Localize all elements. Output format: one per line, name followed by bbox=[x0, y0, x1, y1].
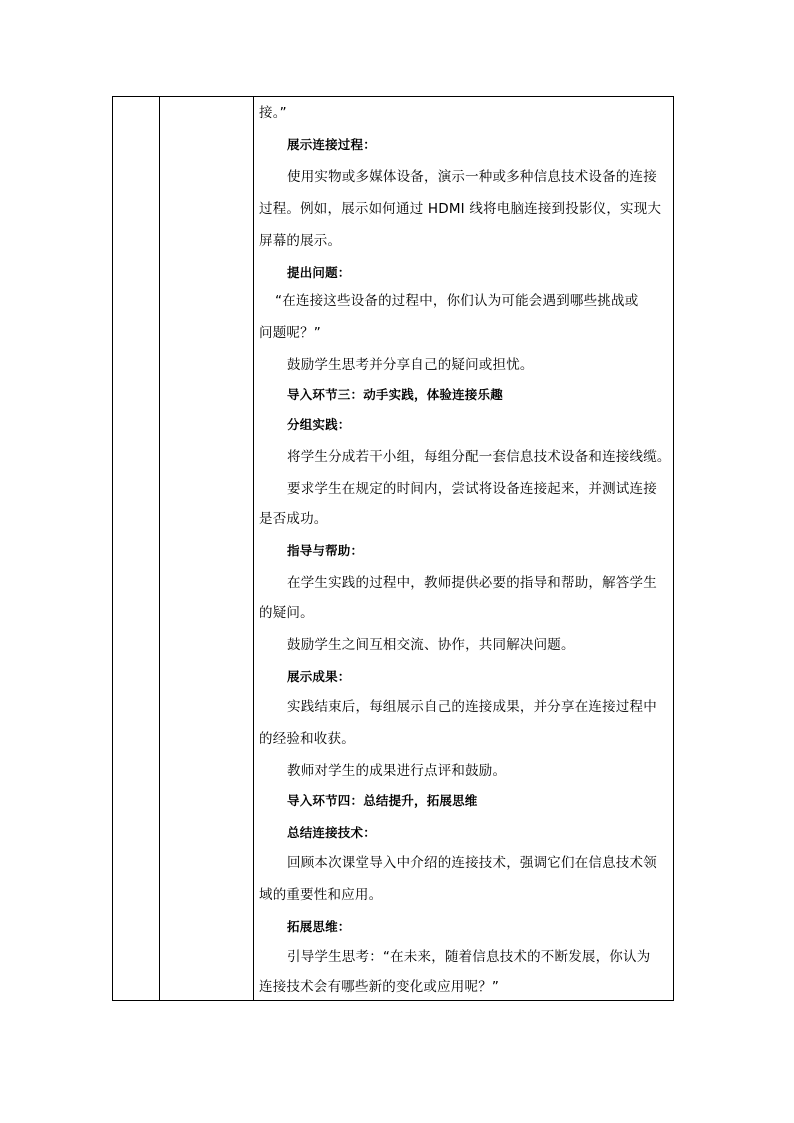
section-heading: 展示连接过程： bbox=[287, 137, 376, 152]
text-line: 使用实物或多媒体设备，演示一种或多种信息技术设备的连接 bbox=[287, 169, 657, 185]
text-line: 将学生分成若干小组，每组分配一套信息技术设备和连接线缆。 bbox=[287, 449, 671, 465]
text-line: “在连接这些设备的过程中，你们认为可能会遇到哪些挑战或 bbox=[275, 293, 639, 309]
text-line: 的经验和收获。 bbox=[259, 731, 355, 747]
text-line: 回顾本次课堂导入中介绍的连接技术，强调它们在信息技术领 bbox=[287, 855, 657, 871]
lesson-table bbox=[112, 96, 674, 1001]
text-line: 鼓励学生思考并分享自己的疑问或担忧。 bbox=[287, 357, 534, 373]
text-line: 域的重要性和应用。 bbox=[259, 887, 383, 903]
section-heading: 提出问题： bbox=[287, 265, 351, 280]
section-heading: 拓展思维： bbox=[287, 919, 351, 934]
text-line: 过程。例如，展示如何通过 HDMI 线将电脑连接到投影仪，实现大 bbox=[259, 201, 662, 217]
text-line: 引导学生思考：“在未来，随着信息技术的不断发展，你认为 bbox=[287, 949, 651, 965]
column-divider bbox=[253, 97, 254, 1000]
column-divider bbox=[159, 97, 160, 1000]
text-line: 鼓励学生之间互相交流、协作，共同解决问题。 bbox=[287, 637, 575, 653]
text-line: 连接技术会有哪些新的变化或应用呢？” bbox=[259, 979, 500, 995]
text-line: 是否成功。 bbox=[259, 511, 328, 527]
text-line: 接。” bbox=[259, 105, 287, 121]
text-line: 教师对学生的成果进行点评和鼓励。 bbox=[287, 763, 507, 779]
text-line: 问题呢？” bbox=[259, 325, 321, 341]
text-line: 屏幕的展示。 bbox=[259, 233, 342, 249]
section-heading: 展示成果： bbox=[287, 669, 351, 684]
section-heading: 指导与帮助： bbox=[287, 543, 364, 558]
section-heading: 导入环节三：动手实践，体验连接乐趣 bbox=[287, 387, 503, 402]
text-line: 实践结束后，每组展示自己的连接成果，并分享在连接过程中 bbox=[287, 699, 657, 715]
section-heading: 导入环节四：总结提升，拓展思维 bbox=[287, 793, 478, 808]
text-line: 要求学生在规定的时间内，尝试将设备连接起来，并测试连接 bbox=[287, 481, 657, 497]
section-heading: 总结连接技术： bbox=[287, 825, 376, 840]
section-heading: 分组实践： bbox=[287, 417, 351, 432]
text-line: 的疑问。 bbox=[259, 605, 314, 621]
text-line: 在学生实践的过程中，教师提供必要的指导和帮助，解答学生 bbox=[287, 575, 657, 591]
